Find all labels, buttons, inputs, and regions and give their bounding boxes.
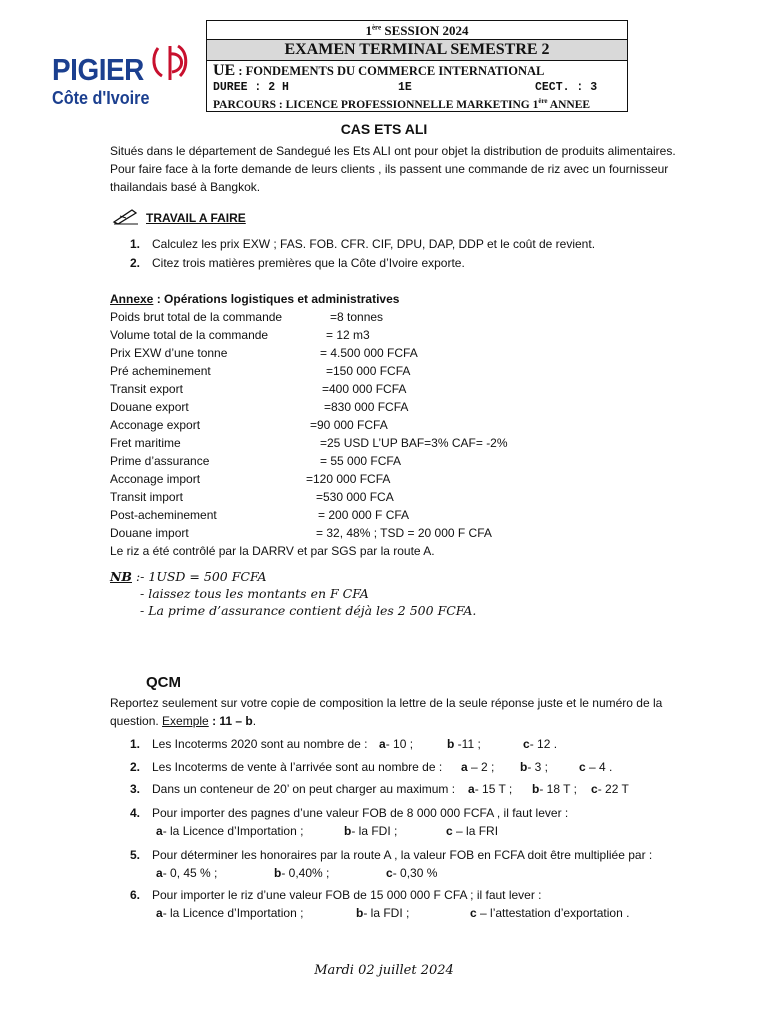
option-text: - 12 . (529, 737, 558, 751)
option-letter: b (344, 824, 352, 838)
option-text: - 0, 45 % ; (162, 866, 218, 880)
question-text: Pour importer des pagnes d’une valeur FOB de 8 000 000 FCFA , il faut lever : (152, 806, 569, 820)
option-text: – la FRI (452, 824, 499, 838)
option-text: - la Licence d’Importation ; (162, 824, 304, 838)
annex-row (110, 434, 590, 452)
annex-row (110, 380, 590, 398)
duration: DUREE : 2 H (213, 81, 289, 94)
annex-row (110, 326, 590, 344)
question-num: 3. (130, 782, 141, 796)
annex-row (110, 506, 590, 524)
task-text: Citez trois matières premières que la Côte d’Ivoire exporte. (152, 256, 465, 270)
annex-value-cell: = 55 000 FCFA (320, 454, 402, 468)
annex-label-cell: Acconage export (110, 418, 201, 432)
annex-label-cell: Douane import (110, 526, 189, 540)
task-item (130, 254, 465, 272)
annex-row (110, 524, 590, 542)
annex-value-cell: = 12 m3 (326, 328, 370, 342)
option-letter: a (461, 760, 468, 774)
question-num: 4. (130, 806, 141, 820)
annex-note-text: Le riz a été contrôlé par la DARRV et par SGS par la route A. (110, 544, 435, 558)
option-text: - 15 T ; (474, 782, 513, 796)
annex-value-cell: =400 000 FCFA (322, 382, 407, 396)
option-text: - 18 T ; (539, 782, 577, 796)
question-text: Pour déterminer les honoraires par la route A , la valeur FOB en FCFA doit être multipliée par : (152, 848, 653, 862)
example-value: : 11 – b (208, 714, 253, 728)
nb-line: - laissez tous les montants en F CFA (140, 586, 369, 601)
annex-value-cell: = 200 000 F CFA (318, 508, 410, 522)
option-text: -11 ; (454, 737, 481, 751)
annex-label-cell: Pré acheminement (110, 364, 211, 378)
nb-label: NB (110, 569, 132, 584)
annex-table (110, 308, 590, 560)
annex-label-cell: Prime d’assurance (110, 454, 210, 468)
option-text: - la Licence d’Importation ; (162, 906, 304, 920)
ue-line (213, 62, 627, 80)
footer-date: Mardi 02 juillet 2024 (314, 963, 454, 978)
annex-value-cell: =25 USD L’UP BAF=3% CAF= -2% (320, 436, 508, 450)
task-text: Calculez les prix EXW ; FAS. FOB. CFR. CIF, DPU, DAP, DDP et le coût de revient. (152, 237, 596, 251)
qcm-question (130, 804, 710, 840)
option-text: - la FDI ; (363, 906, 410, 920)
exam-header (206, 20, 628, 112)
parcours-end: ANNEE (547, 98, 591, 111)
option-letter: c (523, 737, 530, 751)
session-line (207, 23, 627, 39)
option-letter: a (468, 782, 475, 796)
case-title: CAS ETS ALI (340, 121, 428, 137)
option-letter: c (446, 824, 453, 838)
pencil-writing-icon (112, 206, 140, 226)
question-num: 6. (130, 888, 141, 902)
qcm-instructions: Reportez seulement sur votre copie de composition la lettre de la seule réponse juste et le numéro de la question. Exemple : 11 – b. (110, 696, 663, 728)
option-letter: c (579, 760, 586, 774)
session-text: SESSION 2024 (384, 23, 469, 38)
option-text: - 10 ; (385, 737, 414, 751)
option-letter: a (156, 866, 163, 880)
exam-title: EXAMEN TERMINAL SEMESTRE 2 (207, 39, 627, 61)
option-text: – 4 . (585, 760, 613, 774)
session-number: 1 (365, 23, 372, 38)
option-text: – l’attestation d’exportation . (476, 906, 630, 920)
example-label: Exemple (162, 714, 209, 728)
annex-value-cell: =90 000 FCFA (310, 418, 388, 432)
annex-value-cell: =830 000 FCFA (324, 400, 409, 414)
option-letter: a (379, 737, 386, 751)
exam-code: 1E (398, 81, 412, 94)
task-num: 2. (130, 256, 141, 270)
annex-value-cell: =150 000 FCFA (326, 364, 411, 378)
option-letter: b (447, 737, 455, 751)
qcm-question (130, 886, 710, 922)
logo-country: Côte d'Ivoire (52, 88, 150, 108)
annex-label-cell: Volume total de la commande (110, 328, 269, 342)
ue-text: : FONDEMENTS DU COMMERCE INTERNATIONAL (235, 64, 545, 78)
question-text: Les Incoterms 2020 sont au nombre de : (152, 737, 368, 751)
annex-value-cell: =8 tonnes (330, 310, 384, 324)
annex-note (110, 542, 590, 560)
annex-value-cell: =120 000 FCFA (306, 472, 391, 486)
option-letter: b (356, 906, 364, 920)
logo-mark-icon (150, 40, 192, 84)
nb-line: - La prime d’assurance contient déjà les 2 500 FCFA. (140, 603, 477, 618)
annex-row (110, 470, 590, 488)
annex-row (110, 344, 590, 362)
nb-line (110, 569, 267, 584)
option-letter: b (532, 782, 540, 796)
option-text: - 22 T (597, 782, 629, 796)
task-title: TRAVAIL A FAIRE (146, 211, 246, 225)
annex-label-cell: Post-acheminement (110, 508, 217, 522)
annex-heading: : Opérations logistiques et administratives (153, 292, 400, 306)
task-num: 1. (130, 237, 141, 251)
annex-label-cell: Transit export (110, 382, 183, 396)
question-num: 2. (130, 760, 141, 774)
qcm-question (130, 758, 690, 776)
qcm-title: QCM (146, 674, 181, 691)
option-letter: a (156, 906, 163, 920)
annex-row (110, 488, 590, 506)
credits: CECT. : 3 (535, 81, 598, 94)
annex-value-cell: =530 000 FCA (316, 490, 394, 504)
annex-value-cell: = 32, 48% ; TSD = 20 000 F CFA (316, 526, 492, 540)
case-intro: Situés dans le département de Sandegué les Ets ALI ont pour objet la distribution de produits alimentaires. Pour faire face à la forte demande de leurs clients , ils passent une commande de riz avec un fournisseur thailandais basé à Bangkok. (110, 144, 676, 194)
qcm-question (130, 735, 690, 753)
annex-row (110, 362, 590, 380)
option-letter: c (591, 782, 598, 796)
annex-label-cell: Douane export (110, 400, 189, 414)
question-text: Les Incoterms de vente à l’arrivée sont au nombre de : (152, 760, 443, 774)
question-num: 1. (130, 737, 141, 751)
task-item (130, 235, 595, 253)
option-letter: a (156, 824, 163, 838)
annex-label-cell: Prix EXW d’une tonne (110, 346, 228, 360)
annex-label: Annexe (110, 292, 154, 306)
option-text: - 0,30 % (392, 866, 438, 880)
annex-row (110, 416, 590, 434)
qcm-instructions-text: Reportez seulement sur votre copie de composition la lettre de la seule réponse juste et le numéro de la question. (110, 696, 663, 728)
annex-label-cell: Acconage import (110, 472, 201, 486)
question-num: 5. (130, 848, 141, 862)
option-text: - la FDI ; (351, 824, 398, 838)
question-text: Pour importer le riz d’une valeur FOB de 15 000 000 F CFA ; il faut lever : (152, 888, 542, 902)
option-text: - 0,40% ; (281, 866, 330, 880)
annex-label-cell: Transit import (110, 490, 183, 504)
annex-label-cell: Fret maritime (110, 436, 181, 450)
logo-text: PIGIER (52, 52, 144, 87)
annex-label-cell: Poids brut total de la commande (110, 310, 283, 324)
parcours-text: PARCOURS : LICENCE PROFESSIONNELLE MARKETING 1 (213, 98, 539, 111)
annex-title (110, 290, 399, 308)
annex-row (110, 398, 590, 416)
parcours-line (213, 97, 627, 111)
option-text: - 3 ; (527, 760, 549, 774)
annex-value-cell: = 4.500 000 FCFA (320, 346, 418, 360)
ue-prefix: UE (213, 62, 236, 79)
option-letter: b (274, 866, 282, 880)
annex-row (110, 308, 590, 326)
session-sup: ère (371, 23, 382, 32)
qcm-question (130, 780, 690, 798)
qcm-question (130, 846, 710, 882)
option-text: – 2 ; (467, 760, 495, 774)
option-letter: c (470, 906, 477, 920)
question-text: Dans un conteneur de 20’ on peut charger au maximum : (152, 782, 456, 796)
nb-text: :- 1USD = 500 FCFA (132, 569, 267, 584)
option-letter: c (386, 866, 393, 880)
annex-row (110, 452, 590, 470)
option-letter: b (520, 760, 528, 774)
parcours-sup: ère (538, 97, 548, 105)
